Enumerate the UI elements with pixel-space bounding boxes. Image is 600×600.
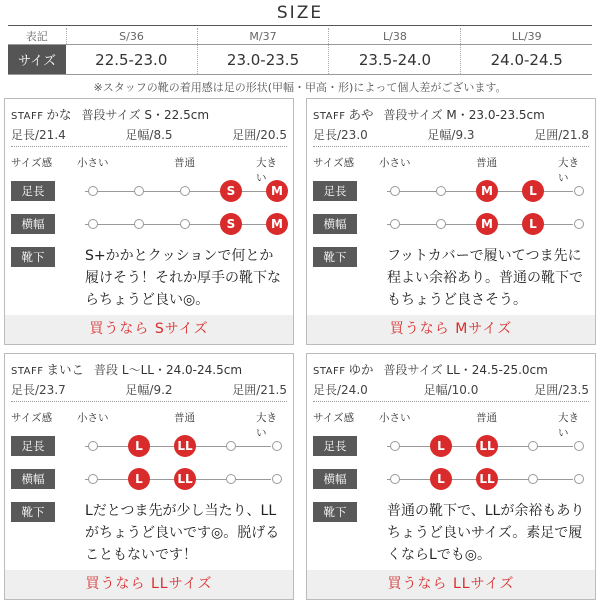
scale-dot (134, 186, 144, 196)
scale-small-label: 小さい (77, 157, 109, 169)
staff-card (306, 98, 596, 345)
size-verdict: 買うなら Mサイズ (307, 315, 595, 344)
scale-normal-label: 普通 (174, 412, 195, 424)
foot-length-measure: 足長/24.0 (313, 383, 368, 397)
size-value: 23.0-23.5 (197, 45, 329, 75)
scale-dot (390, 441, 400, 451)
staff-name: かな (46, 107, 72, 122)
staff-header (11, 105, 287, 123)
scale-dot (574, 186, 584, 196)
staff-comment: Lだとつま先が少し当たり、LLがちょうど良いです◎。脱げることもないです！ (85, 503, 280, 563)
fit-note: ※スタッフの靴の着用感は足の形状(甲幅・甲高・形)によって個人差がございます。 (93, 81, 507, 94)
fit-size-marker: L (430, 435, 452, 457)
width-row-label: 横幅 (313, 469, 357, 489)
fit-size-marker: M (476, 213, 498, 235)
size-value-row (8, 45, 592, 75)
usual-size-value: M・23.0-23.5cm (446, 108, 545, 122)
scale-dot (574, 441, 584, 451)
staff-card (4, 98, 294, 345)
scale-dot (180, 219, 190, 229)
foot-measurements (11, 126, 287, 147)
foot-measurements (11, 381, 287, 402)
staff-name: まいこ (46, 362, 85, 377)
scale-small-label: 小さい (77, 412, 109, 424)
fit-size-marker: M (476, 180, 498, 202)
foot-measurements (313, 381, 589, 402)
size-label: S/36 (66, 28, 197, 45)
staff-tag: STAFF (313, 366, 346, 377)
staff-card (306, 353, 596, 600)
fit-size-marker: L (128, 435, 150, 457)
size-value: 24.0-24.5 (461, 45, 592, 75)
size-label: L/38 (329, 28, 461, 45)
scale-dot (272, 474, 282, 484)
fit-scale-header (313, 410, 589, 439)
socks-row-label: 靴下 (313, 502, 357, 522)
scale-dot (436, 186, 446, 196)
staff-name: あや (348, 107, 374, 122)
fit-scale-header (11, 410, 287, 439)
foot-measurements (313, 126, 589, 147)
length-row-label: 足長 (11, 181, 55, 201)
scale-small-label: 小さい (379, 157, 411, 169)
staff-tag: STAFF (11, 111, 44, 122)
scale-big-label: 大きい (256, 412, 277, 439)
usual-size-label: 普段 (94, 363, 119, 377)
foot-width-measure: 足幅/8.5 (125, 128, 173, 142)
scale-dot (134, 219, 144, 229)
foot-length-measure: 足長/21.4 (11, 128, 66, 142)
usual-size-value: L〜LL・24.0-24.5cm (121, 363, 243, 377)
usual-size-value: S・22.5cm (144, 108, 210, 122)
page-title: SIZE (276, 3, 324, 23)
socks-row-label: 靴下 (313, 247, 357, 267)
foot-girth-measure: 足囲/23.5 (534, 383, 589, 397)
usual-size-label: 普段サイズ (383, 363, 443, 377)
scale-big-label: 大きい (558, 412, 579, 439)
fit-size-marker: S (220, 213, 242, 235)
fit-scale-title: サイズ感 (11, 412, 53, 424)
scale-dot (88, 474, 98, 484)
fit-size-marker: S (220, 180, 242, 202)
size-label-row (8, 28, 592, 45)
staff-header (11, 360, 287, 378)
socks-row-label: 靴下 (11, 502, 55, 522)
scale-dot (272, 441, 282, 451)
staff-comment: 普通の靴下で、LLが余裕もありちょうど良いサイズ。素足で履くならLでも◎。 (387, 503, 585, 563)
size-verdict: 買うなら Sサイズ (5, 315, 293, 344)
length-fit-track (85, 191, 271, 192)
scale-big-label: 大きい (256, 157, 277, 184)
foot-girth-measure: 足囲/20.5 (232, 128, 287, 142)
size-verdict: 買うなら LLサイズ (5, 570, 293, 599)
staff-name: ゆか (348, 362, 374, 377)
fit-size-marker: M (266, 213, 288, 235)
staff-card (4, 353, 294, 600)
size-value: 23.5-24.0 (329, 45, 461, 75)
fit-size-marker: LL (476, 468, 498, 490)
fit-size-marker: L (522, 213, 544, 235)
scale-normal-label: 普通 (174, 157, 195, 169)
foot-width-measure: 足幅/9.2 (125, 383, 173, 397)
size-row-head: サイズ (8, 45, 66, 75)
usual-size-label: 普段サイズ (81, 108, 141, 122)
staff-comment: S+かかとクッションで何とか履けそう！それか厚手の靴下ならちょうど良い◎。 (85, 248, 281, 308)
fit-size-marker: L (522, 180, 544, 202)
foot-width-measure: 足幅/9.3 (427, 128, 475, 142)
size-verdict: 買うなら LLサイズ (307, 570, 595, 599)
usual-size-label: 普段サイズ (383, 108, 443, 122)
fit-scale-title: サイズ感 (313, 412, 355, 424)
fit-scale-header (11, 155, 287, 184)
length-row-label: 足長 (11, 436, 55, 456)
title-divider (8, 25, 592, 26)
scale-dot (574, 219, 584, 229)
scale-dot (390, 186, 400, 196)
size-label-head: 表記 (8, 28, 66, 45)
scale-dot (88, 441, 98, 451)
fit-size-marker: L (430, 468, 452, 490)
scale-dot (226, 441, 236, 451)
scale-dot (390, 474, 400, 484)
fit-size-marker: LL (476, 435, 498, 457)
size-table (8, 28, 592, 75)
scale-dot (226, 474, 236, 484)
foot-girth-measure: 足囲/21.8 (534, 128, 589, 142)
scale-dot (88, 219, 98, 229)
scale-big-label: 大きい (558, 157, 579, 184)
scale-small-label: 小さい (379, 412, 411, 424)
fit-scale-title: サイズ感 (11, 157, 53, 169)
scale-normal-label: 普通 (476, 157, 497, 169)
staff-tag: STAFF (11, 366, 44, 377)
socks-row-label: 靴下 (11, 247, 55, 267)
fit-scale-title: サイズ感 (313, 157, 355, 169)
scale-normal-label: 普通 (476, 412, 497, 424)
staff-comment: フットカバーで履いてつま先に程よい余裕あり。普通の靴下でもちょうど良さそう。 (387, 248, 583, 308)
fit-size-marker: M (266, 180, 288, 202)
width-row-label: 横幅 (313, 214, 357, 234)
staff-header (313, 360, 589, 378)
size-value: 22.5-23.0 (66, 45, 197, 75)
scale-dot (528, 474, 538, 484)
fit-size-marker: LL (174, 435, 196, 457)
width-fit-track (85, 224, 271, 225)
usual-size-value: LL・24.5-25.0cm (446, 363, 548, 377)
staff-tag: STAFF (313, 111, 346, 122)
scale-dot (574, 474, 584, 484)
scale-dot (390, 219, 400, 229)
length-row-label: 足長 (313, 436, 357, 456)
size-label: LL/39 (511, 29, 542, 43)
fit-scale-header (313, 155, 589, 184)
scale-dot (180, 186, 190, 196)
fit-size-marker: L (128, 468, 150, 490)
fit-size-marker: LL (174, 468, 196, 490)
width-row-label: 横幅 (11, 214, 55, 234)
foot-length-measure: 足長/23.0 (313, 128, 368, 142)
scale-dot (528, 441, 538, 451)
scale-dot (88, 186, 98, 196)
size-label: M/37 (197, 28, 329, 45)
foot-length-measure: 足長/23.7 (11, 383, 66, 397)
scale-dot (436, 219, 446, 229)
length-row-label: 足長 (313, 181, 357, 201)
foot-girth-measure: 足囲/21.5 (232, 383, 287, 397)
foot-width-measure: 足幅/10.0 (423, 383, 479, 397)
staff-header (313, 105, 589, 123)
width-row-label: 横幅 (11, 469, 55, 489)
